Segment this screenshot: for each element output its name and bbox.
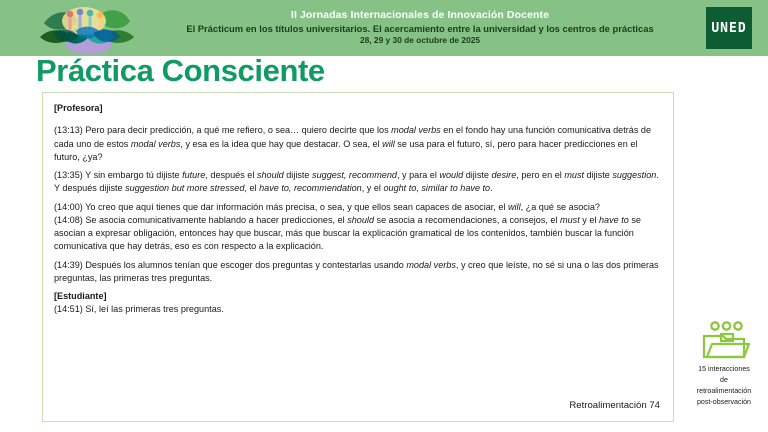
transcript-term-italic: must <box>564 170 585 181</box>
caption-line-4: post-observación <box>696 397 752 406</box>
transcript-box <box>42 92 674 422</box>
transcript-text: en el fondo hay una función comunicativa detrás de cada uno de estos <box>54 125 652 149</box>
transcript-text: , y para el <box>396 170 440 181</box>
transcript-term-italic: must <box>560 214 580 225</box>
banner-text-block <box>150 0 690 56</box>
transcript-term-italic: modal verbs <box>130 138 181 149</box>
transcript-text: . Y después dijiste <box>54 170 659 194</box>
transcript-entry <box>54 124 660 164</box>
transcript-term-italic: modal verbs <box>391 125 441 136</box>
transcript-entry <box>54 214 660 254</box>
transcript-entry <box>54 259 660 286</box>
spacer <box>54 115 660 124</box>
page-title: Práctica Consciente <box>36 53 325 88</box>
transcript-entry <box>54 201 660 214</box>
transcript-text: se asocia a recomendaciones, a consejos, el <box>374 214 561 225</box>
transcript-term-italic: suggestion but more stressed <box>125 183 245 194</box>
uned-logo <box>706 7 752 49</box>
transcript-term-italic: will <box>507 201 521 212</box>
transcript-text: (14:39) Después los alumnos tenían que escoger dos preguntas y contestarlas usando <box>54 259 407 270</box>
transcript-text: , ¿a qué se asocia? <box>520 201 600 212</box>
uned-logo-text: UNED <box>711 20 747 36</box>
header-banner <box>0 0 768 56</box>
transcript-text: , el <box>244 183 260 194</box>
transcript-entry <box>54 169 660 196</box>
info-graphic <box>682 318 766 408</box>
transcript-term-italic: desire <box>491 170 517 181</box>
caption-line-1: 15 interacciones <box>698 365 750 373</box>
transcript-term-italic: should <box>256 170 284 181</box>
transcript-text: y el <box>579 214 599 225</box>
speaker-label-teacher: [Profesora] <box>54 103 103 113</box>
transcript-term-italic: suggestion <box>612 170 657 181</box>
folder-with-gears-icon <box>682 318 766 362</box>
transcript-entry <box>54 303 660 316</box>
transcript-term-italic: should <box>347 214 375 225</box>
transcript-term-italic: have to <box>598 214 629 225</box>
banner-dates: 28, 29 y 30 de octubre de 2025 <box>359 35 481 46</box>
transcript-text: (14:08) Se asocia comunicativamente hablando a hacer predicciones, el <box>54 214 348 225</box>
transcript-text: , y el <box>361 183 384 194</box>
transcript-term-italic: have to, recommendation <box>259 183 362 194</box>
transcript-text: se asocian a expresar obligación, entonces hay que buscar, más que buscar la explicación gramatical de los contenidos, también buscar la función comunicativa que hay detrás, eso es con respecto a la explicación. <box>54 214 641 252</box>
transcript-text: , después el <box>205 170 257 181</box>
transcript-term-italic: would <box>439 170 464 181</box>
transcript-text: dijiste <box>283 170 313 181</box>
caption-line-2: de <box>720 375 728 384</box>
transcript-text: (13:35) Y sin embargo tú dijiste <box>54 170 183 181</box>
transcript-text: se usa para el futuro, sí, pero para hacer predicciones en el futuro, ¿ya? <box>54 138 638 162</box>
transcript-term-italic: will <box>382 138 395 149</box>
feedback-counter-label: Retroalimentación 74 <box>569 400 660 411</box>
transcript-term-italic: modal verbs <box>406 259 456 270</box>
jornadas-logo-illustration <box>34 1 140 55</box>
banner-title: II Jornadas Internacionales de Innovación Docente <box>290 9 550 22</box>
student-entry-list <box>54 303 660 316</box>
transcript-term-italic: suggest, recommend <box>312 170 397 181</box>
transcript-text: . <box>490 183 493 194</box>
teacher-entry-list <box>54 124 660 285</box>
caption-line-3: retroalimentación <box>696 386 752 395</box>
banner-subtitle: El Prácticum en los títulos universitarios. El acercamiento entre la universidad y los centros de prácticas <box>186 22 654 34</box>
transcript-text: , pero en el <box>516 170 565 181</box>
transcript-term-italic: ought to, similar to have to <box>383 183 491 194</box>
transcript-text: (13:13) Pero para decir predicción, a qué me refiero, o sea… quiero decirte que los <box>54 125 392 136</box>
speaker-label-student: [Estudiante] <box>54 291 107 302</box>
transcript-text: (14:51) Sí, leí las primeras tres preguntas. <box>54 304 224 315</box>
transcript-text: (14:00) Yo creo que aquí tienes que dar información más precisa, o sea, y que ellos sean capaces de asociar, el <box>54 201 508 212</box>
info-graphic-caption <box>682 364 766 408</box>
transcript-text: , y esa es la idea que hay que destacar. O sea, el <box>180 138 383 149</box>
transcript-text: dijiste <box>584 170 613 181</box>
transcript-text: , y creo que leíste, no sé si una o las dos primeras preguntas, las primeras tres preguntas. <box>54 259 659 283</box>
transcript-term-italic: future <box>182 170 206 181</box>
transcript-text: dijiste <box>463 170 492 181</box>
